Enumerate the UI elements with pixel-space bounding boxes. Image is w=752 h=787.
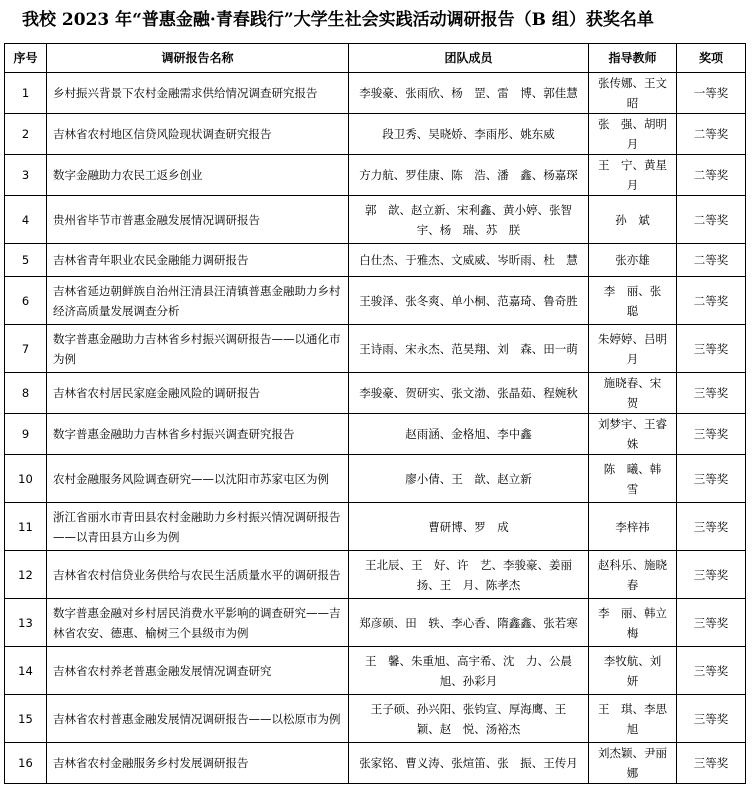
table-row xyxy=(5,551,746,599)
header-award: 奖项 xyxy=(677,44,746,73)
team-members: 王子硕、孙兴阳、张钧宣、厚海鹰、王 颖、赵 悦、汤裕杰 xyxy=(349,695,589,743)
team-members: 王诗雨、宋永杰、范昊翔、刘 森、田一萌 xyxy=(349,325,589,373)
table-row xyxy=(5,455,746,503)
row-index: 13 xyxy=(5,599,47,647)
advisor: 李 丽、韩立梅 xyxy=(589,599,677,647)
report-name: 吉林省农村地区信贷风险现状调查研究报告 xyxy=(47,114,349,155)
award: 一等奖 xyxy=(677,73,746,114)
table-row xyxy=(5,114,746,155)
row-index: 10 xyxy=(5,455,47,503)
header-team-members: 团队成员 xyxy=(349,44,589,73)
table-row xyxy=(5,743,746,784)
report-name: 贵州省毕节市普惠金融发展情况调研报告 xyxy=(47,196,349,244)
advisor: 孙 斌 xyxy=(589,196,677,244)
award: 三等奖 xyxy=(677,373,746,414)
table-row xyxy=(5,196,746,244)
award: 三等奖 xyxy=(677,455,746,503)
advisor: 张亦雄 xyxy=(589,244,677,277)
team-members: 赵雨涵、金格旭、李中鑫 xyxy=(349,414,589,455)
advisor: 李 丽、张 聪 xyxy=(589,277,677,325)
team-members: 张家铭、曹义涛、张煊笛、张 振、王传月 xyxy=(349,743,589,784)
advisor: 张 强、胡明月 xyxy=(589,114,677,155)
team-members: 王北辰、王 好、许 艺、李骏豪、姜丽扬、王 月、陈孝杰 xyxy=(349,551,589,599)
team-members: 段卫秀、吴晓娇、李雨彤、姚东威 xyxy=(349,114,589,155)
advisor: 朱婷婷、吕明月 xyxy=(589,325,677,373)
row-index: 3 xyxy=(5,155,47,196)
report-name: 数字普惠金融助力吉林省乡村振兴调查研究报告 xyxy=(47,414,349,455)
header-advisor: 指导教师 xyxy=(589,44,677,73)
award: 二等奖 xyxy=(677,114,746,155)
team-members: 王骏泽、张冬爽、单小桐、范嘉琦、鲁奇胜 xyxy=(349,277,589,325)
advisor: 王 宁、黄星月 xyxy=(589,155,677,196)
report-name: 吉林省农村居民家庭金融风险的调研报告 xyxy=(47,373,349,414)
row-index: 7 xyxy=(5,325,47,373)
team-members: 王 馨、朱重旭、高宇希、沈 力、公晨旭、孙彩月 xyxy=(349,647,589,695)
report-name: 浙江省丽水市青田县农村金融助力乡村振兴情况调研报告——以青田县方山乡为例 xyxy=(47,503,349,551)
report-name: 吉林省农村信贷业务供给与农民生活质量水平的调研报告 xyxy=(47,551,349,599)
team-members: 李骏豪、贺研实、张文渤、张晶茹、程婉秋 xyxy=(349,373,589,414)
table-row xyxy=(5,325,746,373)
table-header-row xyxy=(5,44,746,73)
row-index: 14 xyxy=(5,647,47,695)
report-name: 农村金融服务风险调查研究——以沈阳市苏家屯区为例 xyxy=(47,455,349,503)
report-name: 数字普惠金融对乡村居民消费水平影响的调查研究——吉林省农安、德惠、榆树三个县级市为例 xyxy=(47,599,349,647)
advisor: 张传娜、王文昭 xyxy=(589,73,677,114)
awards-table xyxy=(4,43,746,784)
report-name: 吉林省农村金融服务乡村发展调研报告 xyxy=(47,743,349,784)
award: 三等奖 xyxy=(677,325,746,373)
row-index: 5 xyxy=(5,244,47,277)
award: 二等奖 xyxy=(677,155,746,196)
table-row xyxy=(5,647,746,695)
table-row xyxy=(5,414,746,455)
report-name: 数字金融助力农民工返乡创业 xyxy=(47,155,349,196)
award: 三等奖 xyxy=(677,551,746,599)
table-row xyxy=(5,277,746,325)
award: 二等奖 xyxy=(677,277,746,325)
team-members: 李骏豪、张雨欣、杨 罡、雷 博、郭佳慧 xyxy=(349,73,589,114)
award: 三等奖 xyxy=(677,599,746,647)
team-members: 郭 歆、赵立新、宋利鑫、黄小婷、张智宇、杨 瑞、苏 朕 xyxy=(349,196,589,244)
advisor: 陈 曦、韩 雪 xyxy=(589,455,677,503)
table-row xyxy=(5,155,746,196)
team-members: 方力航、罗佳康、陈 浩、潘 鑫、杨嘉琛 xyxy=(349,155,589,196)
table-row xyxy=(5,373,746,414)
table-row xyxy=(5,73,746,114)
award: 三等奖 xyxy=(677,743,746,784)
row-index: 1 xyxy=(5,73,47,114)
advisor: 王 琪、李思旭 xyxy=(589,695,677,743)
team-members: 廖小倩、王 歆、赵立新 xyxy=(349,455,589,503)
report-name: 吉林省青年职业农民金融能力调研报告 xyxy=(47,244,349,277)
award: 二等奖 xyxy=(677,244,746,277)
header-index: 序号 xyxy=(5,44,47,73)
advisor: 李梓祎 xyxy=(589,503,677,551)
team-members: 白仕杰、于雅杰、文威威、岑昕雨、杜 慧 xyxy=(349,244,589,277)
row-index: 8 xyxy=(5,373,47,414)
award: 二等奖 xyxy=(677,196,746,244)
row-index: 12 xyxy=(5,551,47,599)
award: 三等奖 xyxy=(677,647,746,695)
row-index: 15 xyxy=(5,695,47,743)
table-row xyxy=(5,503,746,551)
award: 三等奖 xyxy=(677,503,746,551)
table-row xyxy=(5,244,746,277)
team-members: 郑彦硕、田 轶、李心香、隋鑫鑫、张若寒 xyxy=(349,599,589,647)
row-index: 6 xyxy=(5,277,47,325)
award: 三等奖 xyxy=(677,414,746,455)
row-index: 11 xyxy=(5,503,47,551)
table-row xyxy=(5,695,746,743)
report-name: 吉林省延边朝鲜族自治州汪清县汪清镇普惠金融助力乡村经济高质量发展调查分析 xyxy=(47,277,349,325)
report-name: 吉林省农村养老普惠金融发展情况调查研究 xyxy=(47,647,349,695)
row-index: 4 xyxy=(5,196,47,244)
header-report-name: 调研报告名称 xyxy=(47,44,349,73)
advisor: 刘杰颖、尹丽娜 xyxy=(589,743,677,784)
advisor: 赵科乐、施晓春 xyxy=(589,551,677,599)
report-name: 吉林省农村普惠金融发展情况调研报告——以松原市为例 xyxy=(47,695,349,743)
award: 三等奖 xyxy=(677,695,746,743)
advisor: 李牧航、刘 妍 xyxy=(589,647,677,695)
report-name: 数字普惠金融助力吉林省乡村振兴调研报告——以通化市为例 xyxy=(47,325,349,373)
team-members: 曹研博、罗 成 xyxy=(349,503,589,551)
advisor: 刘梦宇、王睿姝 xyxy=(589,414,677,455)
row-index: 9 xyxy=(5,414,47,455)
advisor: 施晓春、宋 贺 xyxy=(589,373,677,414)
table-row xyxy=(5,599,746,647)
report-name: 乡村振兴背景下农村金融需求供给情况调查研究报告 xyxy=(47,73,349,114)
row-index: 2 xyxy=(5,114,47,155)
row-index: 16 xyxy=(5,743,47,784)
document-title: 我校 2023 年“普惠金融·青春践行”大学生社会实践活动调研报告（B 组）获奖名单 xyxy=(22,10,654,30)
